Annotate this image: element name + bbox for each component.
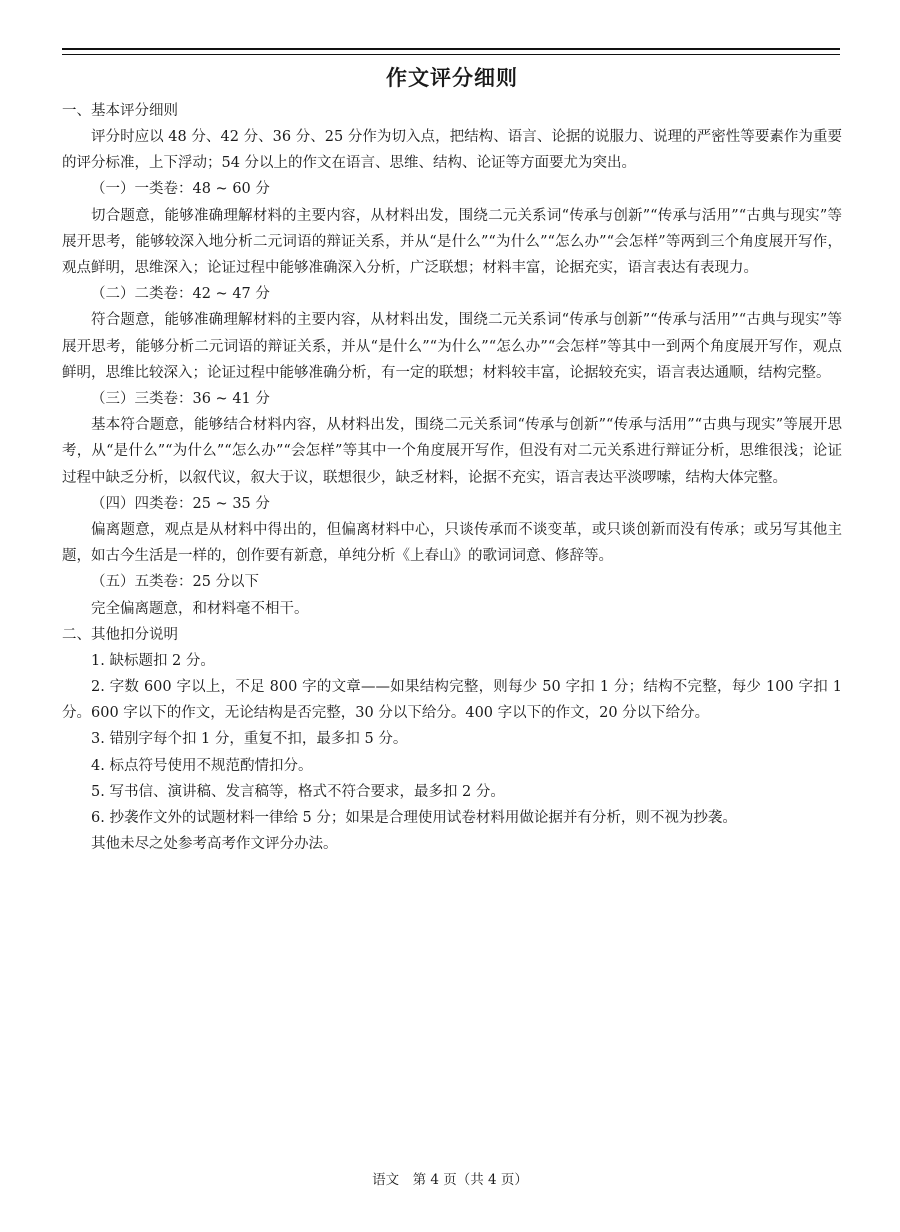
category-text-5: 完全偏离题意，和材料毫不相干。 xyxy=(91,600,309,617)
section-heading-deductions: 二、其他扣分说明 xyxy=(62,626,178,643)
header-rule-thin xyxy=(62,54,840,55)
page-title: 作文评分细则 xyxy=(386,66,518,90)
category-text-4: 偏离题意，观点是从材料中得出的，但偏离材料中心，只谈传承而不谈变革，或只谈创新而没有传承；或另写其他主题，如古今生活是一样的，创作要有新意，单纯分析《上春山》的歌词词意、修辞等。 xyxy=(62,522,842,565)
header-rule-thick xyxy=(62,48,840,50)
section-intro: 评分时应以 48 分、42 分、36 分、25 分作为切入点，把结构、语言、论据的说服力、说理的严密性等要素作为重要的评分标准，上下浮动；54 分以上的作文在语言、思维、结构、论证等方面要尤为突出。 xyxy=(62,129,842,172)
category-heading-4: （四）四类卷：25 ~ 35 分 xyxy=(91,495,270,512)
page-footer: 语文 第 4 页（共 4 页） xyxy=(372,1172,528,1188)
category-text-3: 基本符合题意，能够结合材料内容，从材料出发，围绕二元关系词“传承与创新”“传承与活用”“古典与现实”等展开思考，从“是什么”“为什么”“怎么办”“会怎样”等其中一个角度展开写作，但没有对二元关系进行辩证分析，思维很浅；论证过程中缺乏分析，以叙代议，叙大于议，联想很少，缺乏材料，论据不充实，语言表达平淡啰嗦，结构大体完整。 xyxy=(62,417,842,486)
category-heading-1: （一）一类卷：48 ~ 60 分 xyxy=(91,181,270,198)
section-heading-basic: 一、基本评分细则 xyxy=(62,103,178,119)
deduction-item-4: 4. 标点符号使用不规范酌情扣分。 xyxy=(91,757,313,774)
document-body xyxy=(62,60,842,857)
deduction-item-3: 3. 错别字每个扣 1 分，重复不扣，最多扣 5 分。 xyxy=(91,731,408,748)
deduction-item-2: 2. 字数 600 字以上，不足 800 字的文章——如果结构完整，则每少 50 字扣 1 分；结构不完整，每少 100 字扣 1 分。600 字以下的作文，无论结构是否完整，30 分以下给分。400 字以下的作文，20 分以下给分。 xyxy=(62,679,842,722)
deduction-item-6: 6. 抄袭作文外的试题材料一律给 5 分；如果是合理使用试卷材料用做论据并有分析，则不视为抄袭。 xyxy=(91,810,737,827)
category-text-2: 符合题意，能够准确理解材料的主要内容，从材料出发，围绕二元关系词“传承与创新”“传承与活用”“古典与现实”等展开思考，能够分析二元词语的辩证关系，并从“是什么”“为什么”“怎么办”“会怎样”等其中一到两个角度展开写作，观点鲜明，思维比较深入；论证过程中能够准确分析，有一定的联想；材料较丰富，论据较充实，语言表达通顺，结构完整。 xyxy=(62,312,842,381)
deduction-item-1: 1. 缺标题扣 2 分。 xyxy=(91,652,215,669)
category-heading-2: （二）二类卷：42 ~ 47 分 xyxy=(91,286,270,303)
category-text-1: 切合题意，能够准确理解材料的主要内容，从材料出发，围绕二元关系词“传承与创新”“传承与活用”“古典与现实”等展开思考，能够较深入地分析二元词语的辩证关系，并从“是什么”“为什么”“怎么办”“会怎样”等两到三个角度展开写作，观点鲜明，思维深入；论证过程中能够准确深入分析，广泛联想；材料丰富，论据充实，语言表达有表现力。 xyxy=(62,207,842,277)
category-heading-5: （五）五类卷：25 分以下 xyxy=(91,574,260,591)
deduction-item-5: 5. 写书信、演讲稿、发言稿等，格式不符合要求，最多扣 2 分。 xyxy=(91,783,505,800)
category-heading-3: （三）三类卷：36 ~ 41 分 xyxy=(91,391,270,408)
closing-note: 其他未尽之处参考高考作文评分办法。 xyxy=(91,836,338,853)
